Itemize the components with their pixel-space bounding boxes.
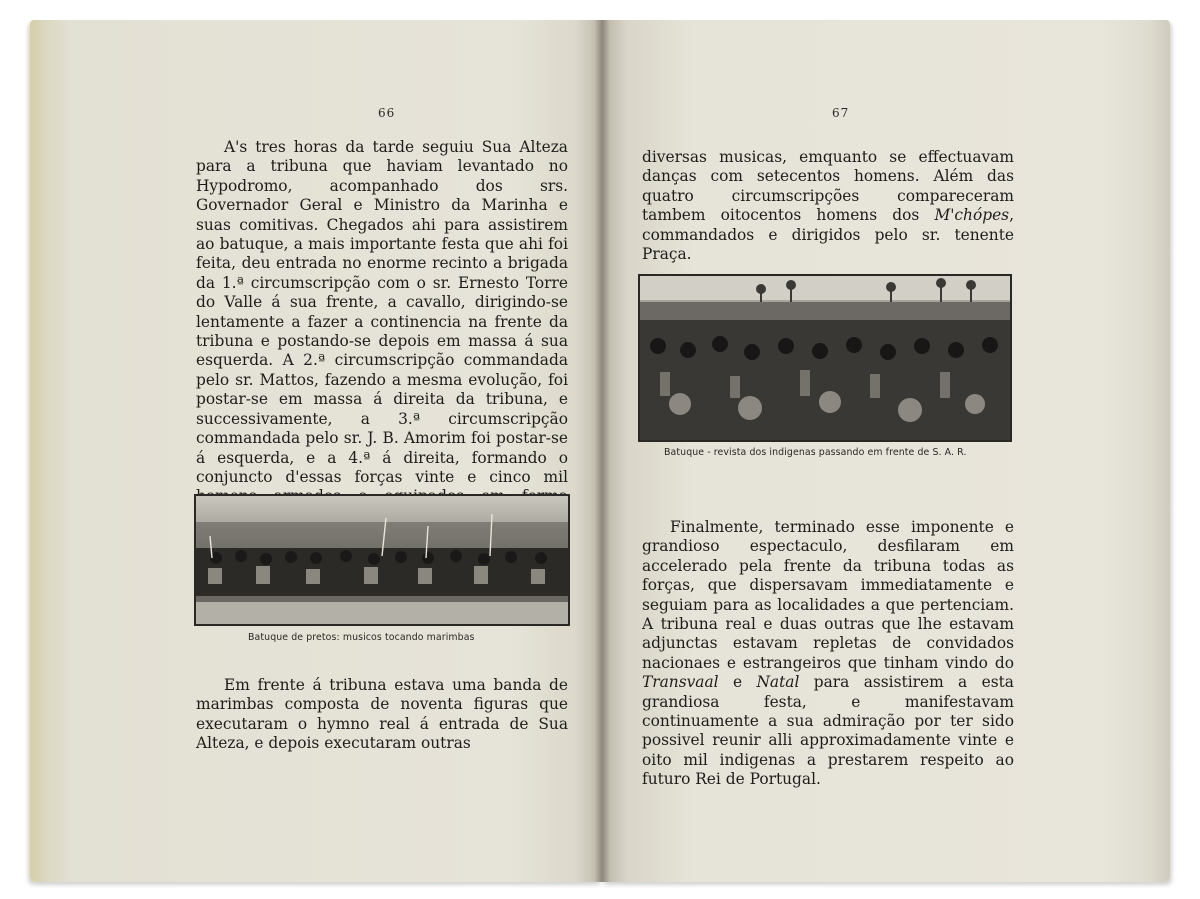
page-number: 67	[832, 106, 850, 120]
book-gutter	[594, 20, 610, 882]
open-book	[30, 20, 1170, 882]
right-page	[602, 20, 1170, 882]
body-text	[196, 676, 568, 754]
text-run: diversas musicas, emquanto se effectuavam danças com setecentos homens. Além das quatro circumscripções compareceram tambem oitocentos homens dos	[642, 148, 1014, 225]
emphasis: Transvaal	[642, 673, 719, 692]
body-text	[642, 148, 1014, 264]
photo-marimba-players	[194, 494, 570, 626]
paragraph: Em frente á tribuna estava uma banda de marimbas composta de noventa figuras que executaram o hymno real á entrada de Sua Alteza, e depois executaram outras	[196, 676, 568, 753]
emphasis: M'chópes	[934, 206, 1010, 225]
text-run: e	[718, 673, 757, 692]
photo-image	[196, 496, 568, 624]
text-run: Finalmente, terminado esse imponente e grandioso espectaculo, desfilaram em accelerado pela frente da tribuna todas as forças, que dispersavam immediatamente e seguiam para as localidades a que pertenciam. A tribuna real e duas outras que lhe estavam adjunctas estavam repletas de convidados nacionaes e estrangeiros que tinham vindo do	[642, 518, 1014, 672]
paragraph	[642, 148, 1014, 264]
text-run: para assistirem a esta grandiosa festa, e manifestavam continuamente a sua admiração por ter sido possivel reunir alli approximadamente vinte e oito mil indigenas a prestarem respeito ao futuro Rei de Portugal.	[642, 673, 1014, 789]
photo-caption: Batuque de pretos: musicos tocando marimbas	[248, 632, 475, 643]
paragraph: A's tres horas da tarde seguiu Sua Alteza para a tribuna que haviam levantado no Hypodromo, acompanhado dos srs. Governador Geral e Ministro da Marinha e suas comitivas. Chegados ahi para assistirem ao batuque, a mais importante festa que ahi foi feita, deu entrada no enorme recinto a brigada da 1.ª circumscripção com o sr. Ernesto Torre do Valle á sua frente, a cavallo, dirigindo-se lentamente a fazer a continencia na frente da tribuna e postando-se depois em massa á sua esquerda. A 2.ª circumscripção commandada pelo sr. Mattos, fazendo a mesma evolução, foi postar-se em massa á direita da tribuna, e successivamente, a 3.ª circumscripção commandada pelo sr. J. B. Amorim foi postar-se á esquerda, e a 4.ª á direita, formando o conjuncto d'essas forças vinte e cinco mil	[196, 138, 568, 486]
paragraph	[642, 518, 1014, 790]
photo-image	[640, 276, 1010, 440]
body-text	[642, 518, 1014, 790]
photo-caption: Batuque - revista dos indigenas passando em frente de S. A. R.	[664, 447, 967, 458]
emphasis: Natal	[756, 673, 800, 692]
page-number: 66	[378, 106, 396, 120]
left-page	[30, 20, 602, 882]
text-run: , commandados e dirigidos pelo sr. tenente Praça.	[642, 206, 1014, 264]
photo-review-of-natives	[638, 274, 1012, 442]
